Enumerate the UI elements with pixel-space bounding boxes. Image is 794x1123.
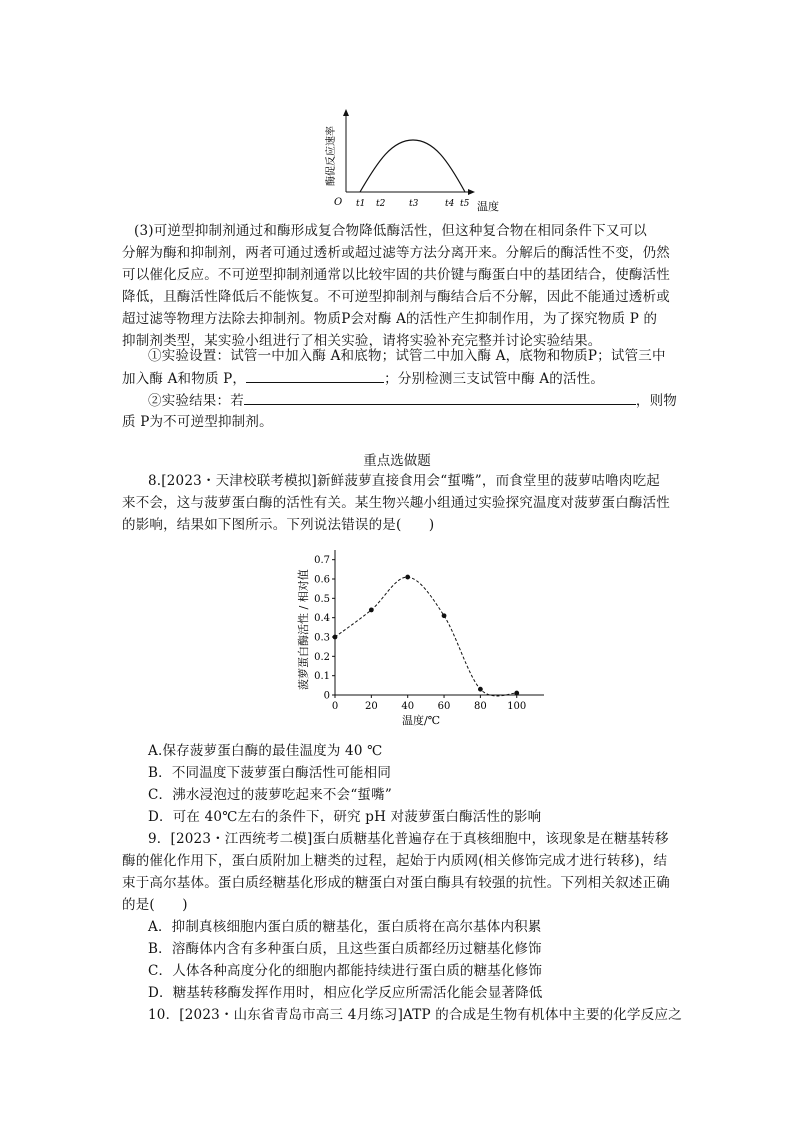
q7-result-pre: ②实验结果：若: [148, 393, 244, 409]
q7-p3-line-2: 分解为酶和抑制剂，两者可通过透析或超过滤等方法分离开来。分解后的酶活性不变，仍然: [122, 245, 670, 261]
q8-line-3: 的影响，结果如下图所示。下列说法错误的是( ): [122, 517, 435, 533]
tick-t1: t1: [356, 199, 366, 209]
q8-line-2: 来不会，这与菠萝蛋白酶的活性有关。某生物兴趣小组通过实验探究温度对菠萝蛋白酶活性: [122, 495, 670, 511]
x-tick-label: 40: [401, 701, 415, 712]
tick-t3: t3: [409, 199, 419, 209]
y-tick-label: 0: [323, 690, 330, 702]
q9-option-c[interactable]: C．人体各种高度分化的细胞内都能持续进行蛋白质的糖基化修饰: [148, 963, 543, 979]
chart-x-label: 温度/℃: [402, 714, 441, 727]
q7-result-line-1: [148, 390, 708, 411]
x-tick-label: 0: [331, 701, 339, 712]
rate-curve: [360, 140, 465, 192]
x-tick-label: 60: [437, 701, 451, 712]
x-axis-arrow: [468, 189, 475, 195]
q7-p3-line-5: 超过滤等物理方法除去抑制剂。物质P会对酶 A的活性产生抑制作用，为了探究物质 P 的: [122, 311, 658, 327]
q9-line-4: 的是( ): [122, 897, 188, 913]
q7-result-line-2: 质 P为不可逆型抑制剂。: [122, 414, 273, 430]
answer-blank-2[interactable]: [244, 390, 636, 405]
data-point: [333, 635, 338, 640]
q7-setup-pre: 加入酶 A和物质 P，: [122, 371, 247, 387]
section-heading: 重点选做题: [363, 453, 431, 469]
chart-y-label: 菠萝蛋白酶活性 / 相对值: [297, 569, 310, 690]
q7-p3-line-4: 降低，且酶活性降低后不能恢复。不可逆型抑制剂与酶结合后不分解，因此不能通过透析或: [122, 289, 670, 305]
q7-setup-line-2: [122, 368, 682, 389]
bromelain-activity-chart: [292, 540, 562, 732]
x-tick-label: 20: [364, 701, 378, 712]
enzyme-rate-chart: [320, 106, 510, 216]
q8-line-1: 8.[2023・天津校联考模拟]新鲜菠萝直接食用会“蜇嘴”，而食堂里的菠萝咕噜肉吃起: [148, 473, 660, 489]
tick-t4: t4: [445, 199, 455, 209]
q9-option-a[interactable]: A．抑制真核细胞内蛋白质的糖基化，蛋白质将在高尔基体内积累: [148, 919, 542, 935]
tick-t5: t5: [460, 199, 470, 209]
y-tick-label: 0.7: [314, 555, 330, 567]
q9-line-2: 酶的催化作用下，蛋白质附加上糖类的过程，起始于内质网(相关修饰完成才进行转移)，结: [122, 853, 668, 869]
data-point: [442, 613, 447, 618]
answer-blank-1[interactable]: [246, 368, 384, 383]
y-axis-arrow: [343, 109, 349, 116]
y-axis-label: 酶促反应速率: [326, 126, 337, 186]
q8-option-c[interactable]: C．沸水浸泡过的菠萝吃起来不会“蜇嘴”: [148, 787, 392, 803]
q7-setup-line-1: ①实验设置：试管一中加入酶 A和底物；试管二中加入酶 A，底物和物质P；试管三中: [148, 348, 666, 364]
data-point: [369, 608, 374, 613]
q8-option-a[interactable]: A.保存菠萝蛋白酶的最佳温度为 40 ℃: [148, 743, 383, 759]
origin-label: O: [334, 197, 343, 208]
q10-line-1: 10．[2023・山东省青岛市高三 4月练习]ATP 的合成是生物有机体中主要的化学反应之: [148, 1007, 682, 1023]
q9-option-b[interactable]: B．溶酶体内含有多种蛋白质，且这些蛋白质都经历过糖基化修饰: [148, 941, 542, 957]
y-tick-label: 0.3: [314, 632, 330, 644]
x-tick-label: 100: [507, 701, 527, 712]
q7-p3-line-3: 可以催化反应。不可逆型抑制剂通常以比较牢固的共价键与酶蛋白中的基团结合，使酶活性: [122, 267, 670, 283]
data-point: [514, 691, 519, 696]
q9-line-3: 束于高尔基体。蛋白质经糖基化形成的糖蛋白对蛋白酶具有较强的抗性。下列相关叙述正确: [122, 875, 670, 891]
q9-option-d[interactable]: D．糖基转移酶发挥作用时，相应化学反应所需活化能会显著降低: [148, 985, 543, 1001]
activity-curve: [335, 577, 517, 696]
x-tick-label: 80: [474, 701, 487, 712]
q9-line-1: 9．[2023・江西统考二模]蛋白质糖基化普遍存在于真核细胞中，该现象是在糖基转移: [148, 831, 669, 847]
tick-t2: t2: [376, 199, 386, 209]
q8-option-d[interactable]: D．可在 40℃左右的条件下，研究 pH 对菠萝蛋白酶活性的影响: [148, 809, 542, 825]
q8-option-b[interactable]: B．不同温度下菠萝蛋白酶活性可能相同: [148, 765, 392, 781]
q7-result-post: ，则物: [635, 393, 678, 409]
q7-setup-post: ；分别检测三支试管中酶 A的活性。: [384, 371, 605, 387]
y-tick-label: 0.6: [314, 574, 330, 586]
y-tick-label: 0.2: [314, 651, 330, 663]
y-tick-label: 0.1: [314, 671, 330, 683]
data-point: [478, 687, 483, 692]
x-axis-label: 温度: [477, 200, 499, 213]
data-point: [405, 575, 410, 580]
q7-p3-line-1: (3)可逆型抑制剂通过和酶形成复合物降低酶活性，但这种复合物在相同条件下又可以: [134, 223, 647, 239]
q7-p3-line-6: 抑制剂类型，某实验小组进行了相关实验，请将实验补充完整并讨论实验结果。: [122, 333, 602, 349]
y-tick-label: 0.4: [314, 613, 330, 625]
y-tick-label: 0.5: [314, 593, 330, 605]
